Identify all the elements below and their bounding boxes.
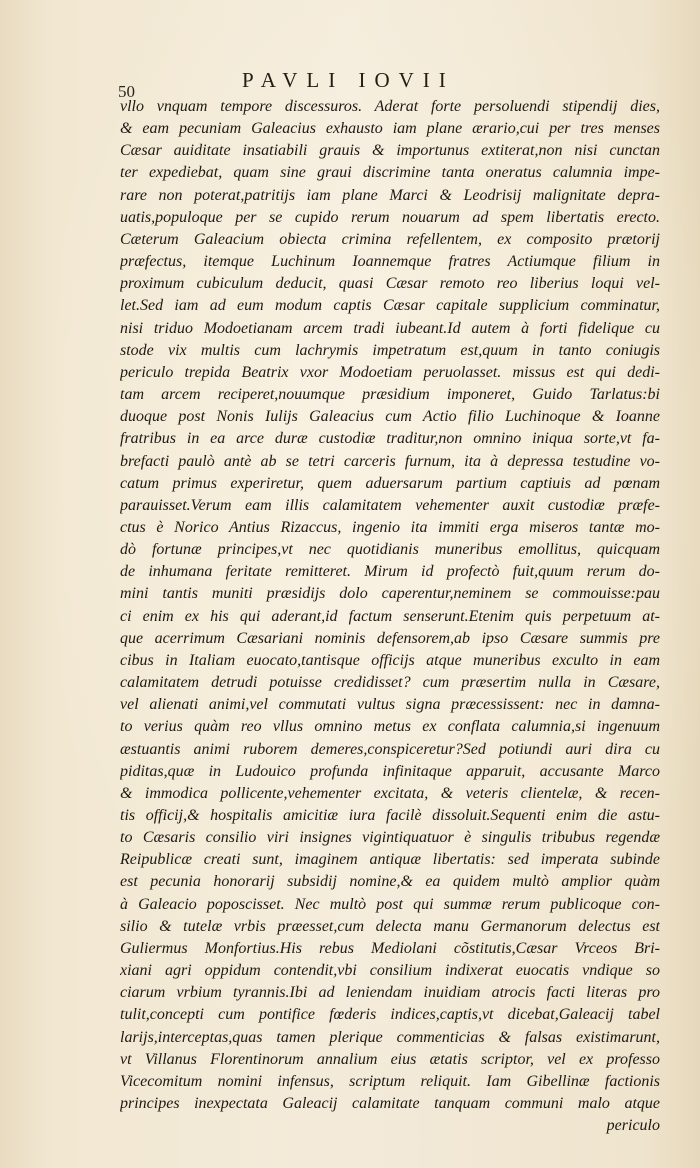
text-line: de inhumana feritate remitteret. Mirum id profectò fuit,quum rerum do-	[120, 563, 660, 581]
text-line: calamitatem detrudi potuisse credidisset? cum præsertim nulla in Cæsare,	[120, 674, 660, 692]
text-line: & eam pecuniam Galeacius exhausto iam plane ærario,cui per tres menses	[120, 120, 660, 138]
text-line: stode vix multis cum lachrymis impetratum est,quum in tanto coniugis	[120, 341, 660, 359]
text-line: uatis,populoque per se cupido rerum nouarum ad spem libertatis erecto.	[120, 208, 660, 226]
text-line: parauisset.Verum eam illis calamitatem vehementer auxit custodiæ præfe-	[120, 496, 660, 514]
text-line: Vicecomitum nomini infensus, scriptum reliquit. Iam Gibellinæ factionis	[120, 1072, 660, 1090]
text-line: vel alienati animi,vel commutati vultus signa præcessissent: nec in damna-	[120, 696, 660, 714]
text-line: Reipublicæ creati sunt, imaginem antiquæ libertatis: sed imperata subinde	[120, 851, 660, 869]
text-line: ci enim ex his qui aderant,id factum senserunt.Etenim quis perpetuum at-	[120, 607, 660, 625]
text-line: let.Sed iam ad eum modum captis Cæsar capitale supplicium comminatur,	[120, 297, 660, 315]
running-head	[118, 60, 658, 101]
text-line: brefacti paulò antè ab se tetri carceris furnum, ita à depressa testudine vo-	[120, 452, 660, 470]
page-number: 50	[118, 82, 135, 101]
text-line: larijs,interceptas,quas tamen plerique commenticias & falsas existimarunt,	[120, 1028, 660, 1046]
text-line: fratribus in ea arce duræ custodiæ traditur,non omnino iniqua sorte,vt fa-	[120, 430, 660, 448]
text-line: tulit,concepti cum pontifice fœderis indices,captis,vt dicebat,Galeacij tabel	[120, 1006, 660, 1024]
text-line: catum primus experiretur, quem aduersarum partium captiuis ad pœnam	[120, 474, 660, 492]
text-line: Cæterum Galeacium obiecta crimina refellentem, ex composito prætorij	[120, 230, 660, 248]
text-line: nisi triduo Modoetianam arcem tradi iubeant.Id autem à forti fidelique cu	[120, 319, 660, 337]
text-line: proximum cubiculum deducit, quasi Cæsar remoto reo liberius loqui vel-	[120, 275, 660, 293]
text-line: to verius quàm reo vllus omnino metus ex conflata calumnia,si ingenuum	[120, 718, 660, 736]
text-line: piditas,quæ in Ludouico profunda infinitaque apparuit, accusante Marco	[120, 762, 660, 780]
text-line: cibus in Italiam euocato,tantisque officijs atque muneribus exculto in eam	[120, 651, 660, 669]
text-line: est pecunia honorarij subsidij nomine,& ea quidem multò amplior quàm	[120, 873, 660, 891]
text-line: Cæsar auiditate insatiabili grauis & importunus extiterat,non nisi cunctan	[120, 142, 660, 160]
text-line: tis officij,& hospitalis amicitiæ iura facilè dissoluit.Sequenti enim die astu-	[120, 807, 660, 824]
text-line: æstuantis animi ruborem demeres,conspiceretur?Sed potiundi auri dira cu	[120, 740, 660, 758]
text-line: à Galeacio poposcisset. Nec multò post qui summæ rerum publicoque con-	[120, 895, 660, 913]
text-line: periculo trepida Beatrix vxor Modoetiam peruolasset. missus est qui dedi-	[120, 363, 660, 381]
text-line: duoque post Nonis Iulijs Galeacius cum Actio filio Luchinoque & Ioanne	[120, 408, 660, 426]
text-line: ter expediebat, quam sine graui discrimine tanta oneratus calumnia impe-	[120, 164, 660, 182]
running-head-title: PAVLI IOVII	[242, 68, 455, 92]
text-line: to Cæsaris consilio viri insignes vigintiquatuor è singulis tribubus regendæ	[120, 829, 660, 847]
text-line: vllo vnquam tempore discessuros. Aderat forte persoluendi stipendij dies,	[120, 98, 660, 115]
text-line: mini tantis muniti præsidijs dolo caperentur,neminem se commouisse:pau	[120, 585, 660, 603]
text-line: præfectus, itemque Luchinum Ioannemque fratres Actiumque filium in	[120, 253, 660, 271]
text-line: vt Villanus Florentinorum annalium eius ætatis scriptor, vel ex professo	[120, 1050, 660, 1068]
text-line: ctus è Norico Antius Rizaccus, ingenio ita immiti erga miseros tantæ mo-	[120, 518, 660, 536]
text-line: ciarum vrbium tyrannis.Ibi ad leniendam inuidiam atrocis facti literas pro	[120, 984, 660, 1002]
text-line: silio & tutelæ vrbis præesset,cum delecta manu Germanorum delectus est	[120, 917, 660, 935]
text-line: tam arcem reciperet,nouumque præsidium imponeret, Guido Tarlatus:bi	[120, 386, 660, 404]
body-text	[120, 96, 660, 1137]
text-line: dò fortunæ principes,vt nec quotidianis muneribus emollitus, quicquam	[120, 541, 660, 559]
text-line: xiani agri oppidum contendit,vbi consilium indixerat euocatis vndique so	[120, 962, 660, 980]
text-line: Guliermus Monfortius.His rebus Mediolani cõstitutis,Cæsar Vrceos Bri-	[120, 939, 660, 957]
text-line: que acerrimum Cæsariani nominis defensorem,ab ipso Cæsare summis pre	[120, 629, 660, 647]
text-line: rare non poterat,patritijs iam plane Marci & Leodrisij malignitate depra-	[120, 186, 660, 204]
text-line: & immodica pollicente,vehementer excitata, & veteris clientelæ, & recen-	[120, 784, 660, 802]
text-line: principes inexpectata Galeacij calamitate tanquam communi malo atque	[120, 1095, 660, 1113]
text-line: periculo	[606, 1117, 660, 1135]
